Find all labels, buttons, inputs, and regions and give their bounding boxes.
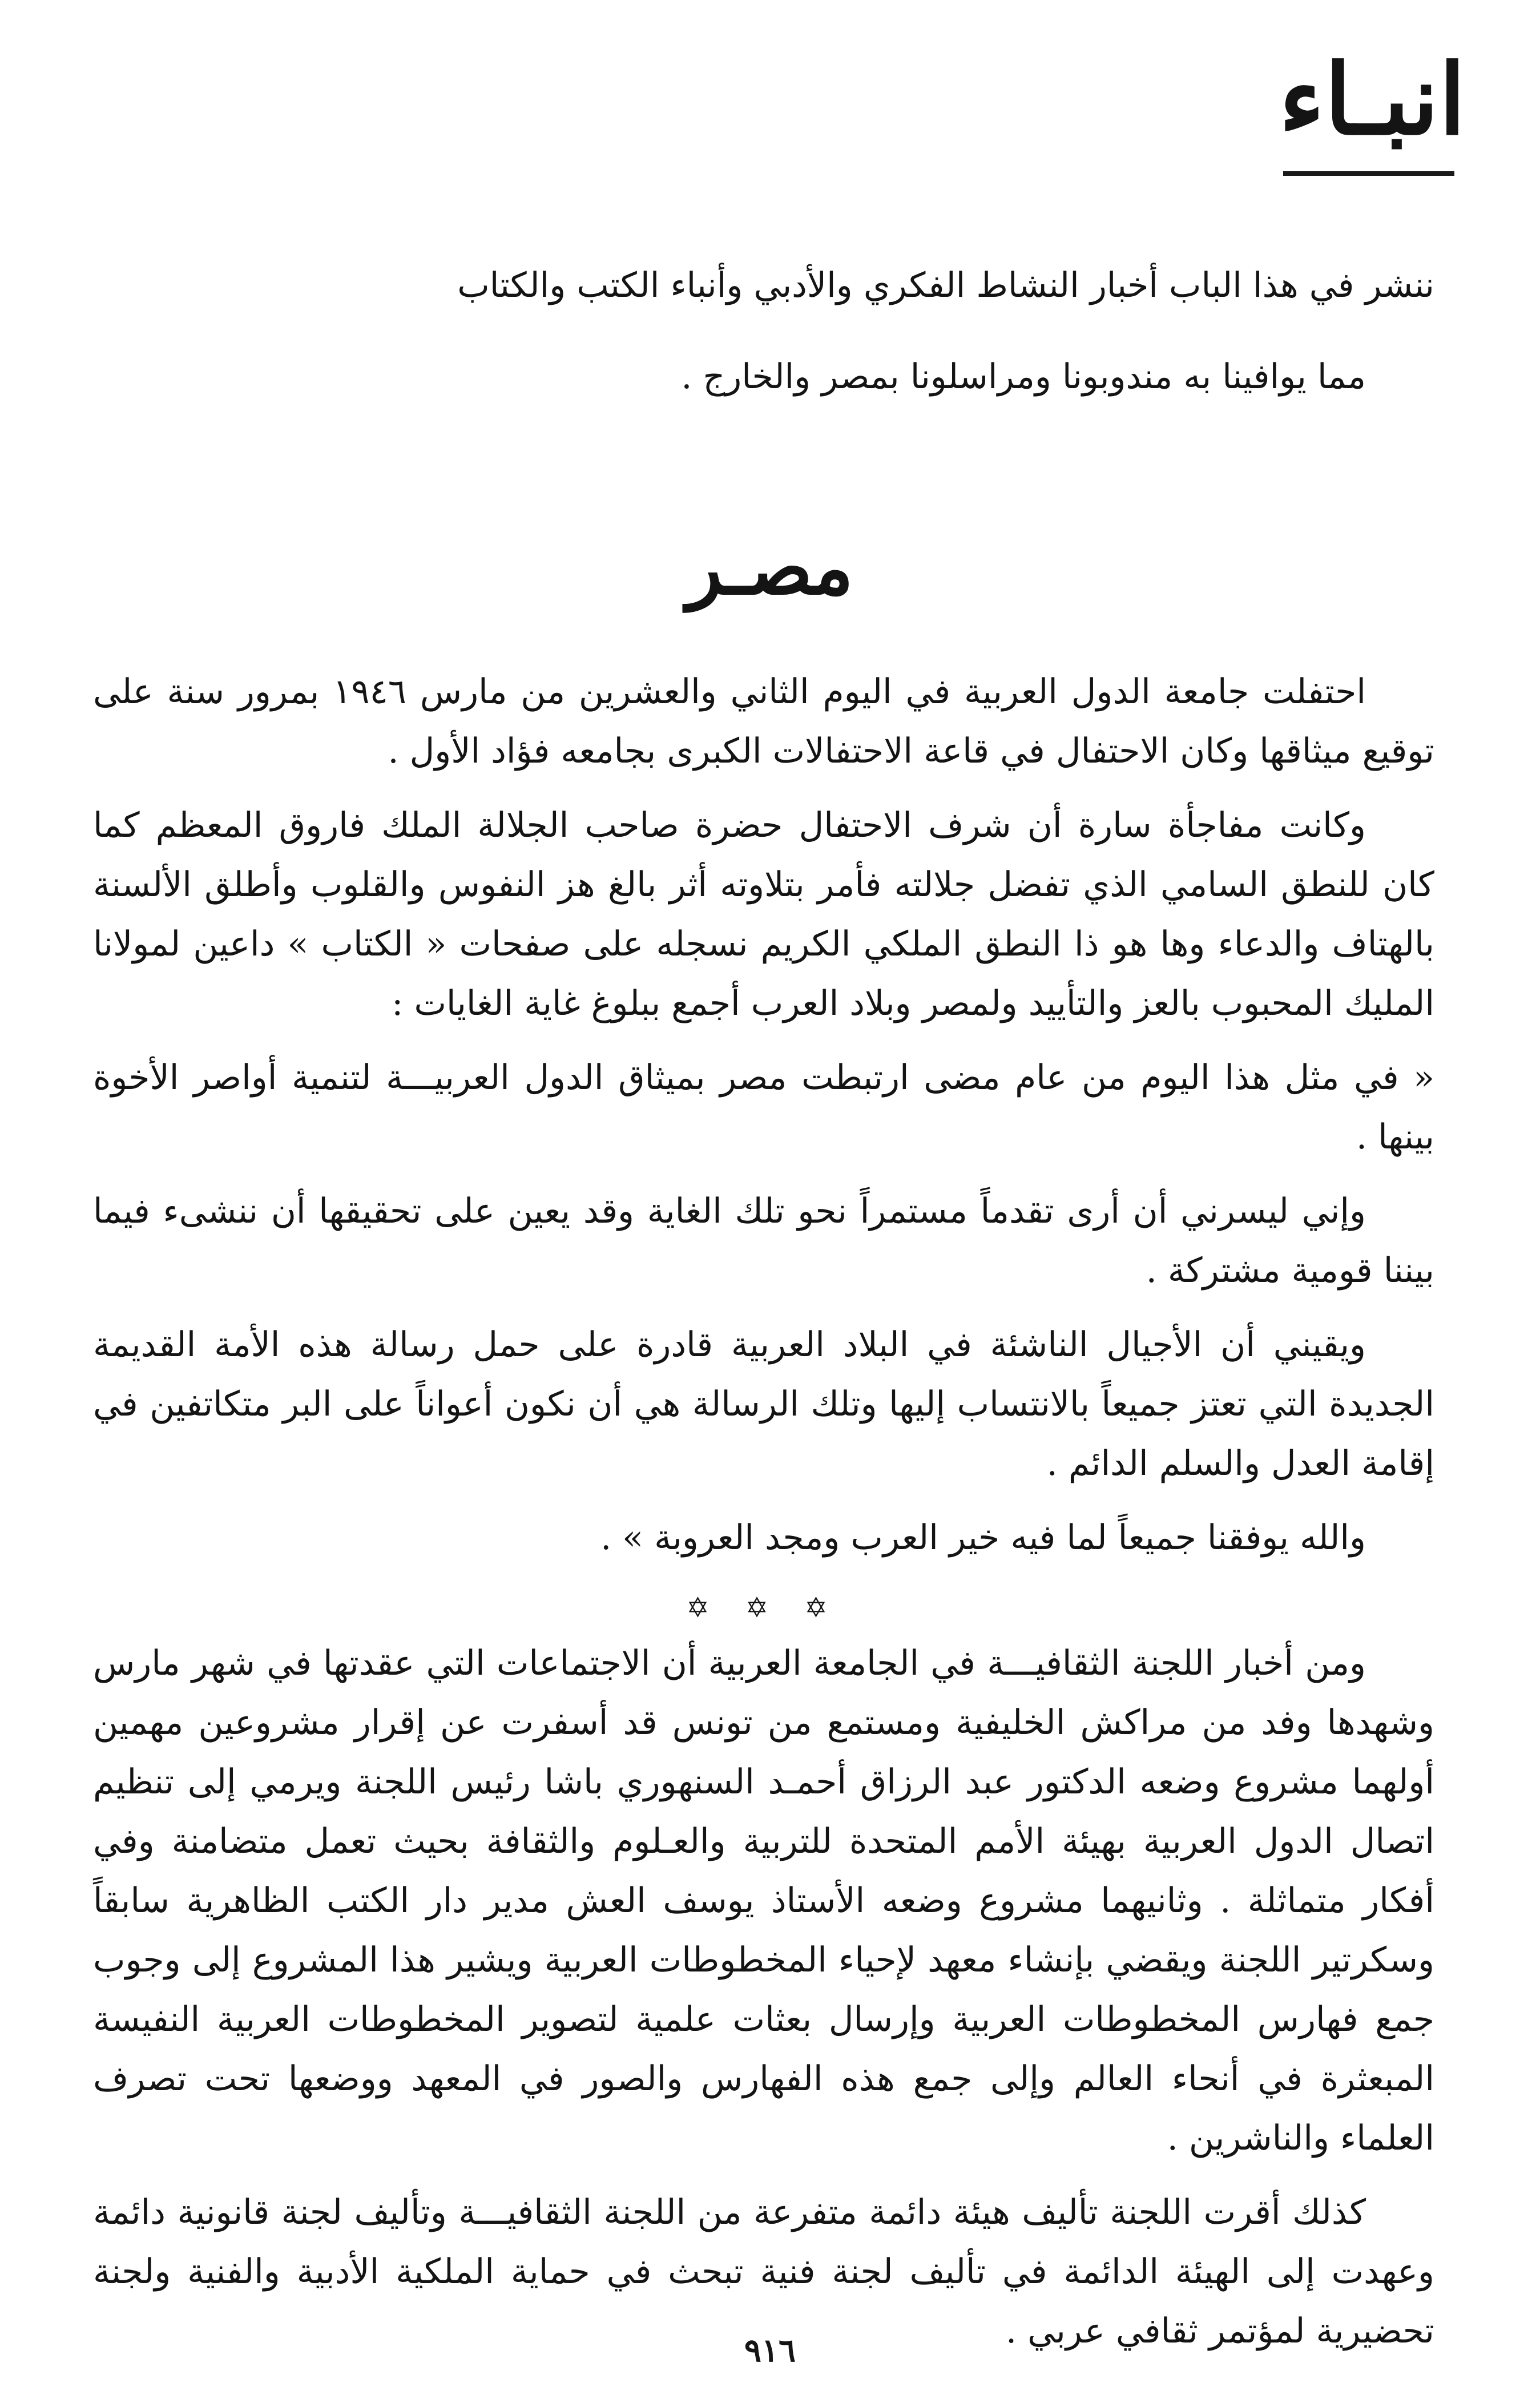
paragraph: وكانت مفاجأة سارة أن شرف الاحتفال حضرة صاحب الجلالة الملك فاروق المعظم كما كان للنطق السامي الذي تفضل جلالته فأمر بتلاوته أثر بالغ هز النفوس والقلوب وأطلق الألسنة بالهتاف والدعاء وها هو ذا النطق الملكي الكريم نسجله على صفحات « الكتاب » داعين لمولانا المليك المحبوب بالعز والتأييد ولمصر وبلاد العرب أجمع ببلوغ غاية الغايات : [93, 805, 1434, 1023]
paragraph: احتفلت جامعة الدول العربية في اليوم الثاني والعشرين من مارس ١٩٤٦ بمرور سنة على توقيع ميثاقها وكان الاحتفال في قاعة الاحتفالات الكبرى بجامعه فؤاد الأول . [93, 672, 1434, 771]
paragraph: ومن أخبار اللجنة الثقافيـــة في الجامعة العربية أن الاجتماعات التي عقدتها في شهر مارس وشهدها وفد من مراكش الخليفية ومستمع من تونس قد أسفرت عن إقرار مشروعين مهمين أولهما مشروع وضعه الدكتور عبد الرزاق أحمـد السنهوري باشا رئيس اللجنة ويرمي إلى تنظيم اتصال الدول العربية بهيئة الأمم المتحدة للتربية والعـلوم والثقافة بحيث تعمل متضامنة وفي أفكار متماثلة . وثانيهما مشروع وضعه الأستاذ يوسف العش مدير دار الكتب الظاهرية سابقاً وسكرتير اللجنة ويقضي بإنشاء معهد لإحياء المخطوطات العربية ويشير هذا المشروع إلى وجوب جمع فهارس المخطوطات العربية وإرسال بعثات علمية لتصوير المخطوطات العربية النفيسة المبعثرة في أنحاء العالم وإلى جمع هذه الفهارس والصور في المعهد ووضعها تحت تصرف العلماء والناشرين . [93, 1643, 1434, 2158]
intro-block [93, 240, 1434, 422]
country-heading: مصـر [686, 524, 854, 611]
intro-line-2: مما يوافينا به مندوبونا ومراسلونا بمصر والخارج . [681, 357, 1366, 397]
paragraph: كذلك أقرت اللجنة تأليف هيئة دائمة متفرعة من اللجنة الثقافيـــة وتأليف لجنة قانونية دائمة وعهدت إلى الهيئة الدائمة في تأليف لجنة فنية تبحث في حماية الملكية الأدبية والفنية ولجنة تحضيرية لمؤتمر ثقافي عربي . [93, 2192, 1434, 2351]
quote-paragraph: والله يوفقنا جميعاً لما فيه خير العرب ومجد العروبة » . [600, 1518, 1366, 1558]
quote-paragraph: « في مثل هذا اليوم من عام مضى ارتبطت مصر بميثاق الدول العربيـــة لتنمية أواصر الأخوة بينها . [93, 1058, 1434, 1157]
article-body [93, 662, 1434, 2376]
title-underline [1283, 171, 1454, 176]
quote-paragraph: وإني ليسرني أن أرى تقدماً مستمراً نحو تلك الغاية وقد يعين على تحقيقها أن ننشىء فيما بيننا قومية مشتركة . [93, 1191, 1434, 1291]
intro-line-1: ننشر في هذا الباب أخبار النشاط الفكري والأدبي وأنباء الكتب والكتاب [457, 265, 1434, 305]
quote-paragraph: ويقيني أن الأجيال الناشئة في البلاد العربية قادرة على حمل رسالة هذه الأمة القديمة الجديدة التي تعتز جميعاً بالانتساب إليها وتلك الرسالة هي أن نكون أعواناً على البر متكاتفين في إقامة العدل والسلم الدائم . [93, 1325, 1434, 1483]
section-title: انبـاء [1279, 43, 1466, 157]
page-number: ٩١٦ [744, 2332, 796, 2369]
section-separator: ✡ ✡ ✡ [686, 1592, 841, 1624]
